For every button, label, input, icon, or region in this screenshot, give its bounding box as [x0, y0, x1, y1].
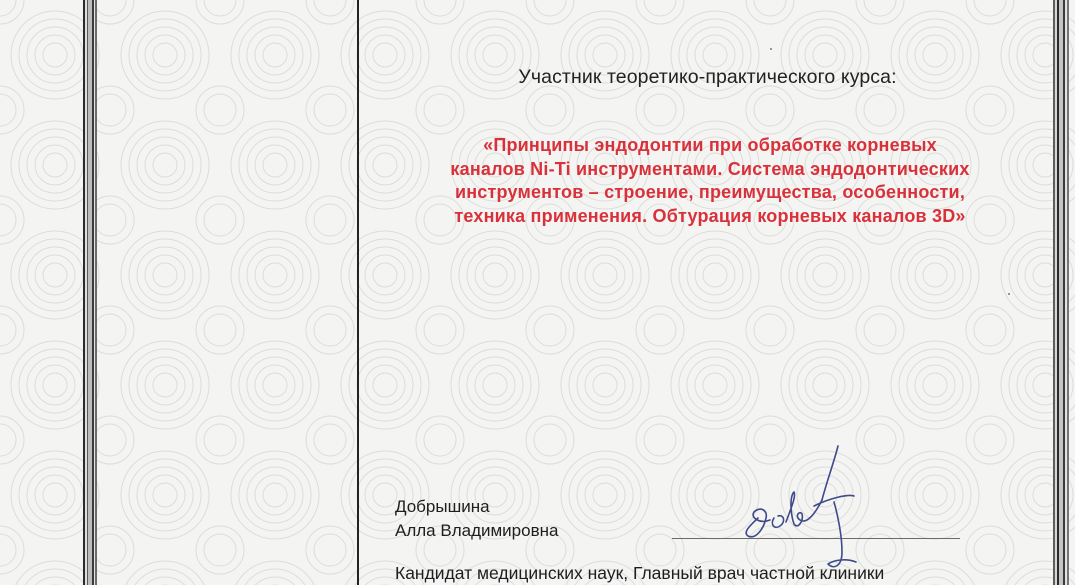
handwritten-signature	[730, 440, 870, 580]
course-title	[364, 134, 1056, 228]
instructor-given-names: Алла Владимировна	[395, 521, 559, 540]
left-frame-border	[83, 0, 97, 585]
course-title-line: каналов Ni-Ti инструментами. Система эндодонтических	[450, 158, 970, 179]
speck	[770, 48, 772, 50]
course-title-line: инструментов – строение, преимущества, особенности,	[454, 182, 966, 203]
right-frame-border	[1053, 0, 1069, 585]
participant-subtitle: Участник теоретико-практического курса:	[518, 66, 897, 88]
instructor-name-block	[395, 495, 558, 543]
panel-divider	[357, 0, 359, 585]
course-title-line: техника применения. Обтурация корневых каналов 3D»	[454, 205, 966, 226]
course-title-line: «Принципы эндодонтии при обработке корневых	[483, 135, 937, 155]
instructor-credentials: Кандидат медицинских наук, Главный врач частной клиники	[395, 563, 885, 583]
speck	[1008, 293, 1010, 295]
instructor-surname: Добрышина	[395, 497, 490, 516]
